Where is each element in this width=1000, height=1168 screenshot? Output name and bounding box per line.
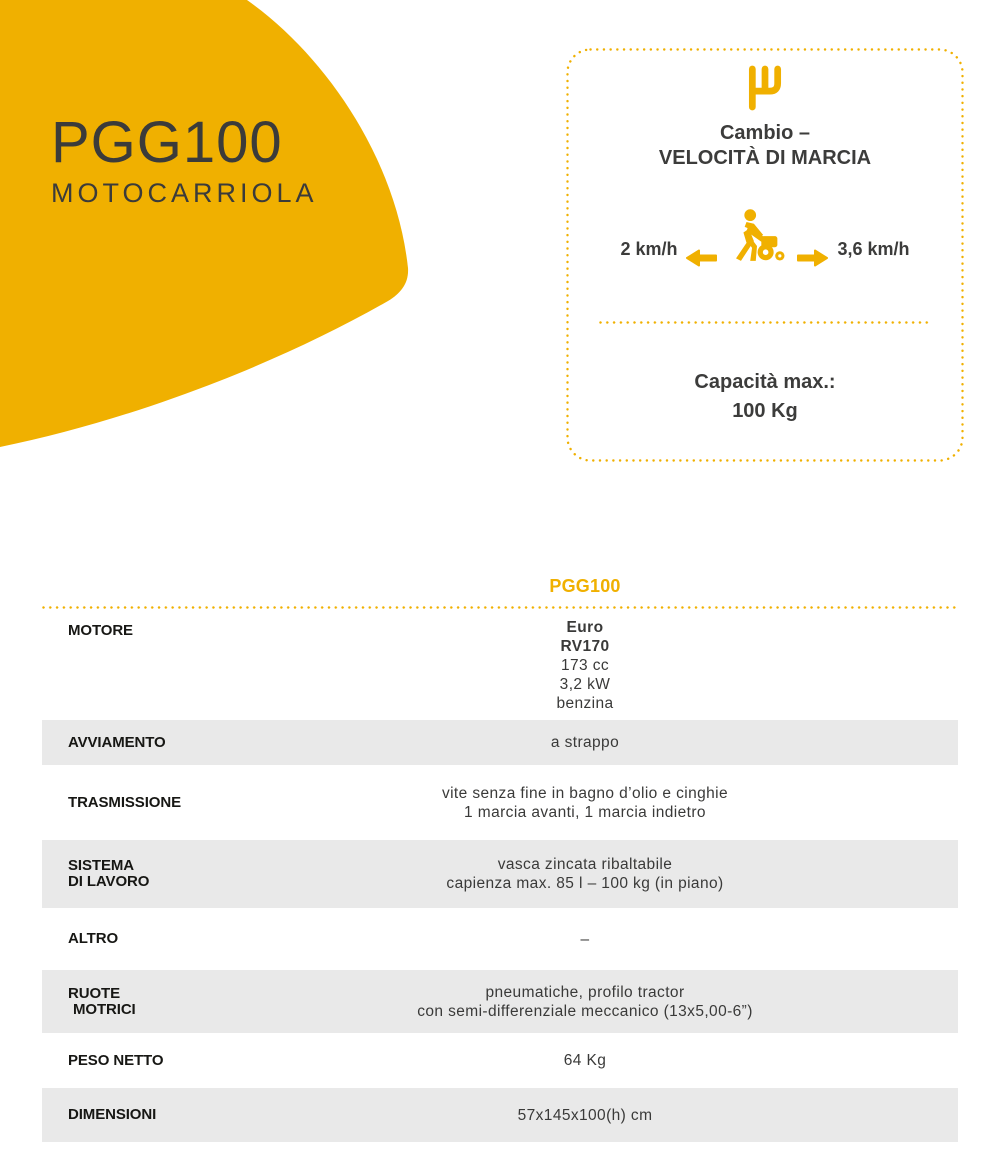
product-model-title: PGG100	[51, 110, 283, 175]
capacity-label: Capacità max.:	[694, 371, 836, 393]
capacity-block	[694, 368, 835, 426]
product-type-subtitle: MOTOCARRIOLA	[51, 178, 318, 208]
operator-wheelbarrow-icon	[726, 209, 788, 267]
table-row-altro	[42, 908, 958, 970]
row-label: SISTEMA DI LAVORO	[68, 857, 150, 890]
row-label: PESO NETTO	[68, 1051, 164, 1069]
table-row-trasmissione	[42, 765, 958, 840]
row-value: a strappo	[550, 734, 620, 751]
card-title	[659, 121, 871, 171]
card-title-line1: Cambio –	[719, 122, 811, 144]
row-label: MOTORE	[68, 622, 133, 639]
row-value: –	[580, 930, 590, 948]
speed-max-value: 3,6 km/h	[837, 239, 910, 259]
row-value: 64 Kg	[563, 1052, 607, 1069]
row-value: pneumatiche, profilo tractor con semi-differenziale meccanico (13x5,00-6”)	[417, 983, 753, 1020]
hero-title-block	[51, 112, 318, 209]
table-row-peso-netto	[42, 1033, 958, 1088]
row-label: ALTRO	[68, 930, 119, 947]
spec-table-header	[42, 570, 958, 606]
spec-header-model: PGG100	[549, 576, 621, 596]
spec-table	[42, 570, 958, 1142]
table-row-avviamento	[42, 720, 958, 765]
table-row-motore	[42, 609, 958, 720]
row-label: TRASMISSIONE	[68, 793, 181, 811]
speed-range	[620, 209, 909, 267]
row-value: vasca zincata ribaltabile capienza max. 85 l – 100 kg (in piano)	[446, 856, 724, 892]
card-title-line2: VELOCITÀ DI MARCIA	[658, 147, 872, 169]
row-value: Euro RV170 173 cc 3,2 kW benzina	[556, 619, 614, 712]
row-value: 57x145x100(h) cm	[517, 1106, 653, 1124]
table-row-sistema-di-lavoro	[42, 840, 958, 908]
info-card	[566, 48, 964, 462]
row-label: RUOTE MOTRICI	[68, 984, 136, 1018]
capacity-value: 100 Kg	[732, 400, 798, 422]
table-row-ruote-motrici	[42, 970, 958, 1033]
spec-header-empty-cell	[42, 570, 212, 606]
speed-min-value: 2 km/h	[620, 239, 678, 259]
arrow-right-icon	[797, 249, 828, 267]
row-value: vite senza fine in bagno d’olio e cinghie 1 marcia avanti, 1 marcia indietro	[441, 784, 729, 821]
arrow-left-icon	[686, 249, 717, 267]
brand-shape	[0, 0, 420, 455]
row-label: DIMENSIONI	[68, 1106, 157, 1123]
row-label: AVVIAMENTO	[68, 733, 166, 751]
table-row-dimensioni	[42, 1088, 958, 1142]
gear-shift-icon	[746, 64, 784, 112]
card-dotted-divider	[599, 321, 931, 324]
